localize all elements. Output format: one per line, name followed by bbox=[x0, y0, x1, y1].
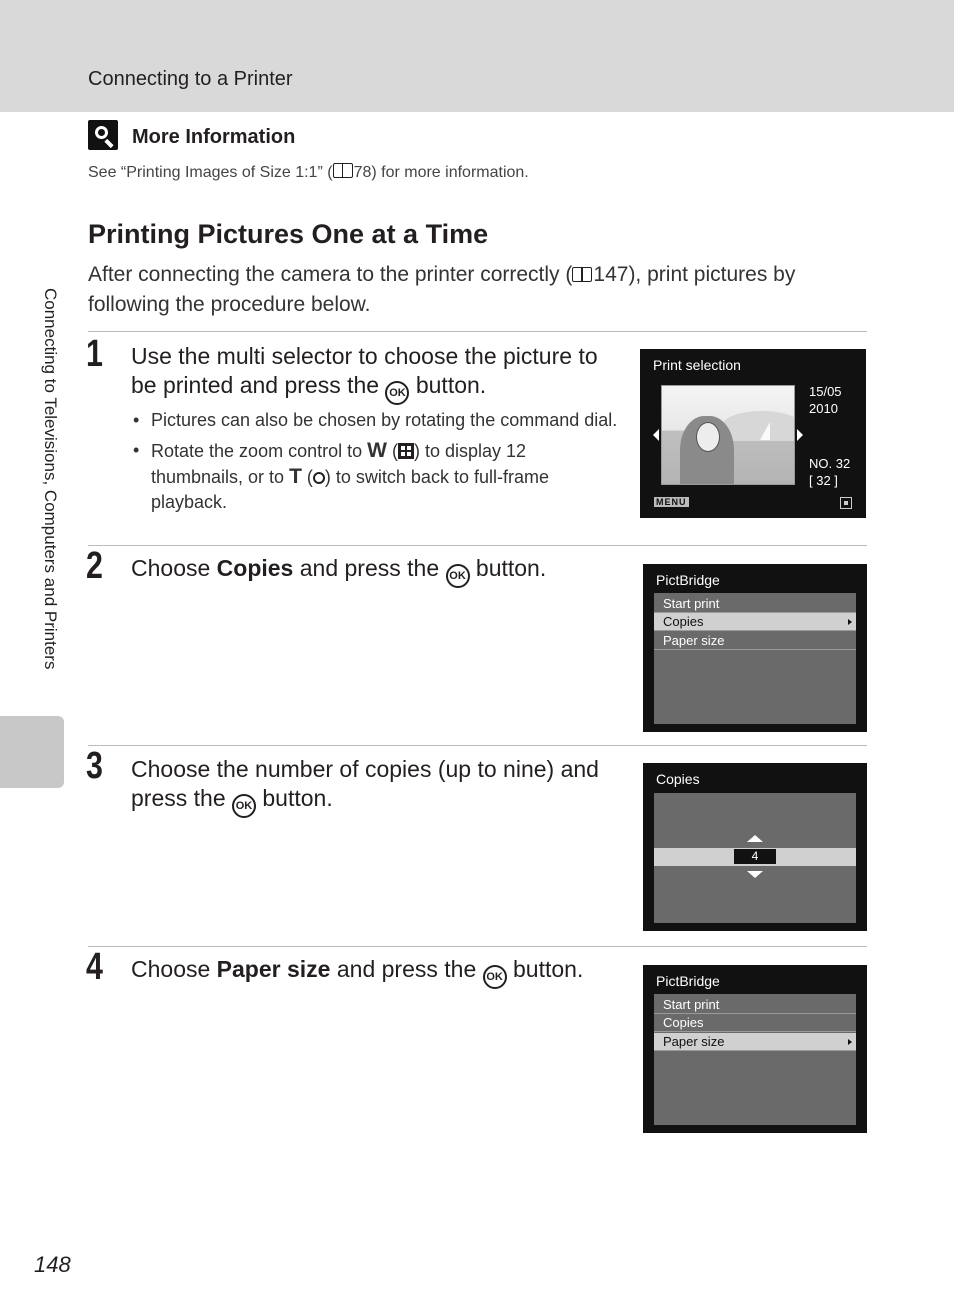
ok-button-icon: OK bbox=[446, 564, 470, 588]
step-number: 2 bbox=[86, 545, 103, 587]
menu-item-paper-size: Paper size bbox=[654, 632, 856, 650]
menu-item-copies: Copies bbox=[654, 613, 856, 631]
menu-panel bbox=[654, 994, 856, 1125]
screen-footer bbox=[654, 496, 689, 508]
section-title: Printing Pictures One at a Time bbox=[88, 219, 489, 249]
step-number: 4 bbox=[86, 946, 103, 988]
book-reference-icon bbox=[572, 267, 592, 282]
side-chapter-label: Connecting to Televisions, Computers and Printers bbox=[41, 288, 60, 670]
step-2-instruction: Choose Copies and press the OK button. bbox=[131, 554, 621, 588]
step-divider bbox=[88, 545, 867, 546]
step-divider bbox=[88, 331, 867, 332]
copies-screen bbox=[643, 763, 867, 931]
decrease-arrow-icon bbox=[747, 871, 763, 878]
step-3-instruction: Choose the number of copies (up to nine) and press the OK button. bbox=[131, 755, 621, 818]
menu-item-paper-size: Paper size bbox=[654, 1033, 856, 1051]
ok-button-icon: OK bbox=[232, 794, 256, 818]
pictbridge-menu-screen bbox=[643, 564, 867, 732]
running-header: Connecting to a Printer bbox=[88, 68, 293, 90]
step-1-instruction: Use the multi selector to choose the picture to be printed and press the OK button. bbox=[131, 342, 621, 405]
screen-title: PictBridge bbox=[656, 572, 720, 588]
section-intro: After connecting the camera to the printer correctly ( 147), print pictures by following the procedure below. bbox=[88, 263, 796, 316]
step-divider bbox=[88, 745, 867, 746]
screen-title: PictBridge bbox=[656, 973, 720, 989]
book-reference-icon bbox=[333, 163, 353, 178]
preview-photo bbox=[661, 385, 795, 485]
page-number: 148 bbox=[34, 1252, 71, 1277]
step-1-bullets bbox=[131, 408, 621, 520]
left-arrow-icon bbox=[653, 429, 659, 441]
zoom-magnify-icon bbox=[313, 472, 325, 484]
photo-date: 15/05 2010 bbox=[809, 384, 842, 416]
screen-title: Print selection bbox=[653, 357, 741, 373]
bullet-item: • Rotate the zoom control to W ( ) to display 12 thumbnails, or to T ( ) to switch back to full-frame playback. bbox=[131, 438, 621, 515]
screen-title: Copies bbox=[656, 771, 700, 787]
menu-icon: MENU bbox=[656, 497, 687, 507]
copies-value: 4 bbox=[734, 849, 776, 864]
header-band bbox=[0, 0, 954, 112]
bullet-item: • Pictures can also be chosen by rotating the command dial. bbox=[131, 408, 621, 433]
chapter-tab bbox=[0, 716, 64, 788]
menu-item-copies: Copies bbox=[654, 1014, 856, 1032]
more-info-icon bbox=[88, 120, 118, 150]
step-divider bbox=[88, 946, 867, 947]
menu-item-start-print: Start print bbox=[654, 595, 856, 613]
thumbnail-icon bbox=[398, 443, 414, 459]
thumbnail-grid-icon bbox=[840, 497, 852, 509]
step-4-instruction: Choose Paper size and press the OK button. bbox=[131, 955, 621, 989]
ok-button-icon: OK bbox=[385, 381, 409, 405]
menu-panel bbox=[654, 593, 856, 724]
copies-selector bbox=[654, 848, 856, 866]
photo-number: NO. 32 [ 32 ] bbox=[809, 456, 851, 488]
menu-item-start-print: Start print bbox=[654, 996, 856, 1014]
more-info-heading: More Information bbox=[132, 126, 296, 148]
ok-button-icon: OK bbox=[483, 965, 507, 989]
copies-panel bbox=[654, 793, 856, 923]
step-number: 3 bbox=[86, 745, 103, 787]
increase-arrow-icon bbox=[747, 835, 763, 842]
step-number: 1 bbox=[86, 333, 103, 375]
print-selection-screen bbox=[640, 349, 866, 518]
right-arrow-icon bbox=[797, 429, 803, 441]
pictbridge-menu-screen bbox=[643, 965, 867, 1133]
more-info-text: See “Printing Images of Size 1:1” ( 78) for more information. bbox=[88, 164, 529, 181]
